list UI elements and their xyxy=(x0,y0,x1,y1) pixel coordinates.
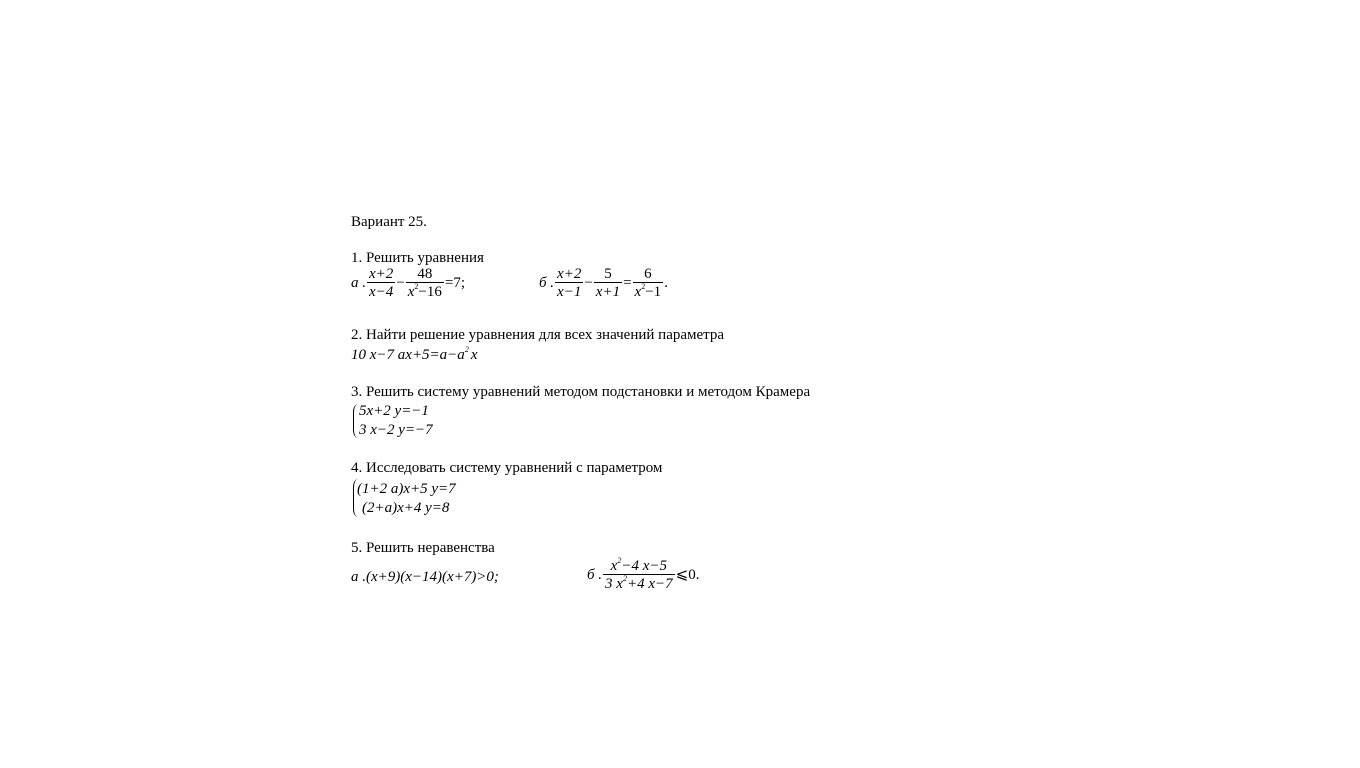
task5-inequality-b: б . $\frac{x^2-4 x-5}{3 x^2+4 x-7}$ ⩽0. xyxy=(587,556,700,592)
task1-b-label: б . xyxy=(539,274,555,291)
task2-equation: 10 x−7 $ax+5=a-a^2$ x xyxy=(351,345,478,363)
task4-system-row-1: (1+2 a)x+5 y=7 xyxy=(357,481,456,497)
task3-system-row-2: 3 x−2 y=−7 xyxy=(359,422,433,438)
task1-a-label: a . xyxy=(351,274,366,291)
task5-heading: 5. Решить неравенства xyxy=(351,540,495,556)
task1-a-fraction-2: $\frac{48}{x^2-16}$ xyxy=(407,266,442,300)
task2-heading: 2. Найти решение уравнения для всех значений параметра xyxy=(351,327,725,343)
task1-equation-a: a . $\frac{x+2}{x-4}$ − $\frac{48}{x^2-16}$ =7; xyxy=(351,266,466,300)
task1-b-fraction-1: $\frac{x+2}{x-1}$ xyxy=(557,266,582,300)
task4-system-row-2: (2+a)x+4 y=8 xyxy=(362,500,450,516)
task1-heading: 1. Решить уравнения xyxy=(351,250,484,266)
task1-equation-b: б . $\frac{x+2}{x-1}$ − $\frac{5}{x+1}$ = $\frac{6}{x^2-1}$ . xyxy=(539,266,668,300)
task4-heading: 4. Исследовать систему уравнений с параметром xyxy=(351,460,663,476)
task1-b-fraction-3: $\frac{6}{x^2-1}$ xyxy=(634,266,662,300)
task1-a-fraction-1: $\frac{x+2}{x-4}$ xyxy=(369,266,394,300)
task5-inequality-a: a .(x+9)(x−14)(x+7)>0; xyxy=(351,569,499,585)
variant-title: Вариант 25. xyxy=(351,214,427,230)
task5-b-fraction: $\frac{x^2-4 x-5}{3 x^2+4 x-7}$ xyxy=(605,556,673,592)
document-page xyxy=(351,0,1051,768)
task3-heading: 3. Решить систему уравнений методом подстановки и методом Крамера xyxy=(351,384,811,400)
task3-system-row-1: 5x+2 y=−1 xyxy=(359,403,429,419)
task1-b-fraction-2: $\frac{5}{x+1}$ xyxy=(595,266,621,300)
